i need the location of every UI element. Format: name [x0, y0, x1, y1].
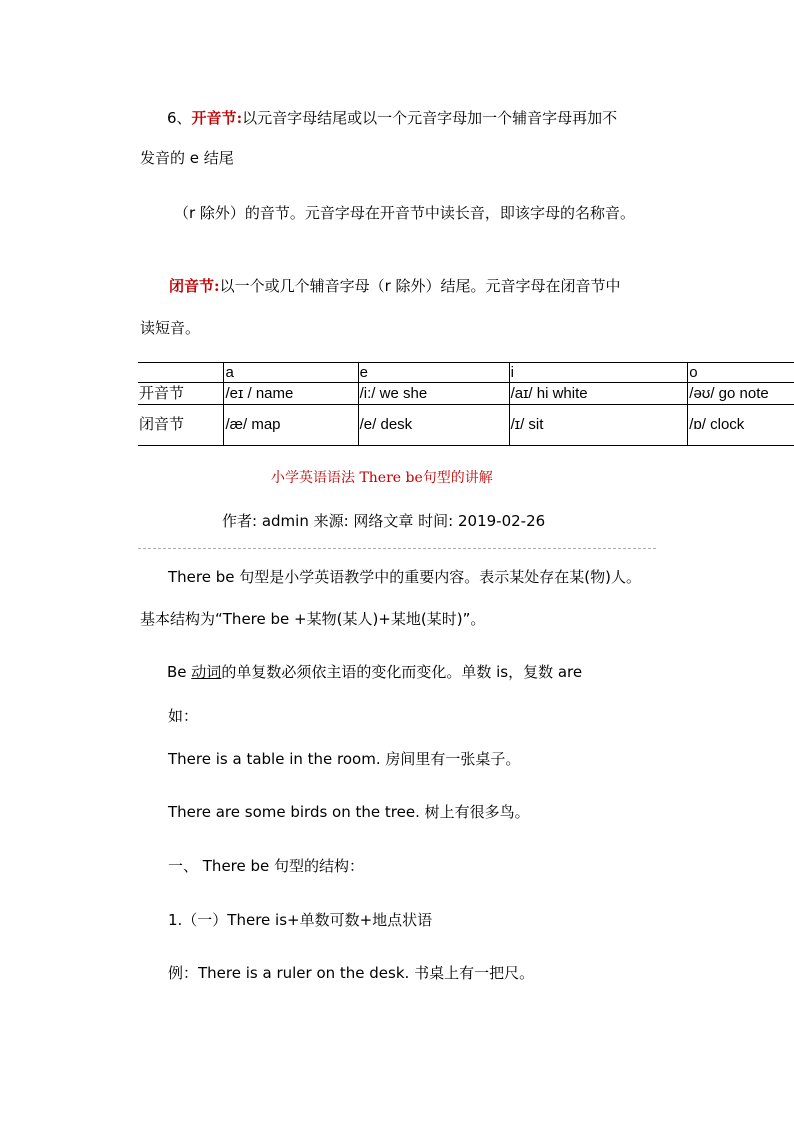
paragraph-line: 基本结构为“There be +某物(某人)+某地(某时)”。 — [140, 610, 486, 628]
example-label: 如： — [168, 707, 199, 725]
table-cell: /əʊ/ go note — [688, 383, 794, 405]
closed-syllable-line-2: 读短音。 — [140, 319, 201, 337]
table-header-cell — [138, 363, 224, 383]
open-syllable-line-3: （r 除外）的音节。元音字母在开音节中读长音，即该字母的名称音。 — [174, 204, 635, 222]
table-header-cell: a — [224, 363, 358, 383]
structure-point: 1.（一）There is+单数可数+地点状语 — [168, 911, 433, 929]
article-title: 小学英语语法 There be句型的讲解 — [271, 470, 493, 486]
term-colon: : — [214, 277, 220, 295]
be-prefix: Be — [167, 663, 192, 681]
table-header-cell: i — [509, 363, 688, 383]
structure-example: 例：There is a ruler on the desk. 书桌上有一把尺。 — [168, 964, 535, 982]
table-header-row — [138, 363, 794, 383]
table-row — [138, 405, 794, 446]
open-syllable-line-2: 发音的 e 结尾 — [140, 149, 234, 167]
table-cell: /e/ desk — [358, 405, 509, 446]
open-syllable-definition: 以元音字母结尾或以一个元音字母加一个辅音字母再加不 — [242, 109, 618, 127]
dashed-separator — [138, 548, 656, 549]
example-sentence: There are some birds on the tree. 树上有很多鸟。 — [168, 803, 530, 821]
row-label: 开音节 — [138, 383, 224, 405]
syllable-table — [138, 362, 794, 446]
row-label: 闭音节 — [138, 405, 224, 446]
closed-syllable-definition: 以一个或几个辅音字母（r 除外）结尾。元音字母在闭音节中 — [219, 277, 621, 295]
table-header-cell: o — [688, 363, 794, 383]
section-heading: 一、 There be 句型的结构： — [168, 857, 365, 875]
example-sentence: There is a table in the room. 房间里有一张桌子。 — [168, 750, 521, 768]
paragraph-line: There be 句型是小学英语教学中的重要内容。表示某处存在某(物)人。 — [168, 568, 641, 586]
closed-syllable-line-1 — [169, 276, 621, 296]
open-syllable-term: 开音节 — [191, 109, 237, 127]
table-row — [138, 383, 794, 405]
verb-link[interactable]: 动词 — [191, 663, 222, 681]
table-cell: /aɪ/ hi white — [509, 383, 688, 405]
article-meta: 作者: admin 来源: 网络文章 时间: 2019-02-26 — [222, 512, 546, 530]
table-header-cell: e — [358, 363, 509, 383]
closed-syllable-term: 闭音节 — [169, 277, 215, 295]
be-verb-line — [167, 662, 582, 682]
table-cell: /ɪ/ sit — [509, 405, 688, 446]
table-cell: /i:/ we she — [358, 383, 509, 405]
open-syllable-line-1 — [167, 108, 617, 128]
term-colon: : — [236, 109, 243, 127]
item-number: 6、 — [167, 109, 192, 127]
table-cell: /ɒ/ clock — [688, 405, 794, 446]
be-rule: 的单复数必须依主语的变化而变化。单数 is，复数 are — [221, 663, 583, 681]
table-cell: /æ/ map — [224, 405, 358, 446]
table-cell: /eɪ / name — [224, 383, 358, 405]
